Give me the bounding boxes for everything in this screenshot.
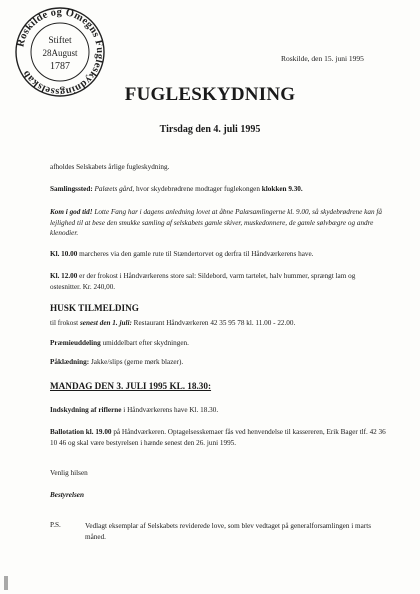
ps-label: P.S. bbox=[50, 521, 61, 529]
paaklaedning-text: Jakke/slips (gerne mørk blazer). bbox=[89, 358, 184, 366]
husk-heading: HUSK TILMELDING bbox=[50, 303, 139, 313]
closing-signature: Bestyrelsen bbox=[50, 491, 84, 499]
lunch-paragraph bbox=[50, 271, 388, 292]
lunch-text: er der frokost i Håndværkerens store sal: Sildebord, varm tartelet, halv hummer, sprængt lam og ostesnitter. Kr. 240,00. bbox=[50, 272, 356, 291]
seal-line-1: Stiftet bbox=[48, 36, 72, 46]
march-time: Kl. 10.00 bbox=[50, 250, 78, 258]
intro-paragraph: afholdes Selskabets årlige fugleskydning. bbox=[50, 163, 170, 171]
seal-ring-text: Roskilde og Omegns Fugleskydningsselskab bbox=[15, 6, 106, 98]
march-text: marcheres via den gamle rute til Stændertorvet og derfra til Håndværkerens have. bbox=[77, 250, 314, 258]
kom-i-god-tid-paragraph bbox=[50, 207, 388, 239]
husk-line-start: til frokost bbox=[50, 319, 80, 327]
indskydning-text: i Håndværkerens have Kl. 18.30. bbox=[121, 406, 219, 414]
indskydning-paragraph bbox=[50, 405, 388, 416]
closing-greeting: Venlig hilsen bbox=[50, 469, 88, 477]
march-paragraph bbox=[50, 249, 388, 260]
husk-line-end: Restaurant Håndværkeren 42 35 95 78 kl. 11.00 - 22.00. bbox=[131, 319, 296, 327]
paaklaedning-paragraph bbox=[50, 357, 388, 368]
husk-line bbox=[50, 318, 388, 329]
praemie-paragraph bbox=[50, 338, 388, 349]
praemie-text: umiddelbart efter skydningen. bbox=[100, 339, 189, 347]
kom-bold: Kom i god tid! bbox=[50, 208, 93, 216]
place-date: Roskilde, den 15. juni 1995 bbox=[281, 54, 364, 63]
samlingssted-paragraph bbox=[50, 184, 388, 195]
samlingssted-text: hvor skydebrødrene modtager fuglekongen bbox=[134, 185, 262, 193]
indskydning-label: Indskydning af riflerne bbox=[50, 406, 122, 414]
ballotation-label: Ballotation kl. 19.00 bbox=[50, 428, 112, 436]
kom-text: Lotte Fang har i dagens anledning lovet at åbne Palæsamlingerne kl. 9.00, så skydebrødrene kan få lejlighed til at bese den smukke samling af selskabets gamle skiver, muskedonnere, de gamle sølvbægre og andre klenodier. bbox=[50, 208, 382, 238]
mandag-heading: MANDAG DEN 3. JULI 1995 KL. 18.30: bbox=[50, 381, 212, 391]
praemie-label: Præmieuddeling bbox=[50, 339, 101, 347]
samlingssted-label: Samlingssted: bbox=[50, 185, 93, 193]
lunch-time: Kl. 12.00 bbox=[50, 272, 78, 280]
scan-edge-mark bbox=[4, 576, 8, 590]
ps-text: Vedlagt eksemplar af Selskabets reviderede love, som blev vedtaget på generalforsamlingen i marts måned. bbox=[85, 522, 372, 541]
husk-deadline: senest den 1. juli: bbox=[79, 319, 132, 327]
samlingssted-place: Palæets gård, bbox=[94, 185, 135, 193]
seal-line-3: 1787 bbox=[50, 61, 70, 72]
document-subtitle: Tirsdag den 4. juli 1995 bbox=[159, 124, 261, 135]
samlingssted-time: klokken 9.30. bbox=[261, 185, 303, 193]
document-title: FUGLESKYDNING bbox=[124, 84, 296, 105]
seal-line-2: 28August bbox=[42, 48, 78, 58]
ballotation-paragraph bbox=[50, 427, 388, 448]
paaklaedning-label: Påklædning: bbox=[50, 358, 90, 366]
ballotation-text: på Håndværkeren. Optagelsesskemaer fås ved henvendelse til kassereren, Erik Bager tlf. 42 36 10 46 og skal være bestyrelsen i hænde senest den 26. juni 1995. bbox=[50, 428, 386, 447]
